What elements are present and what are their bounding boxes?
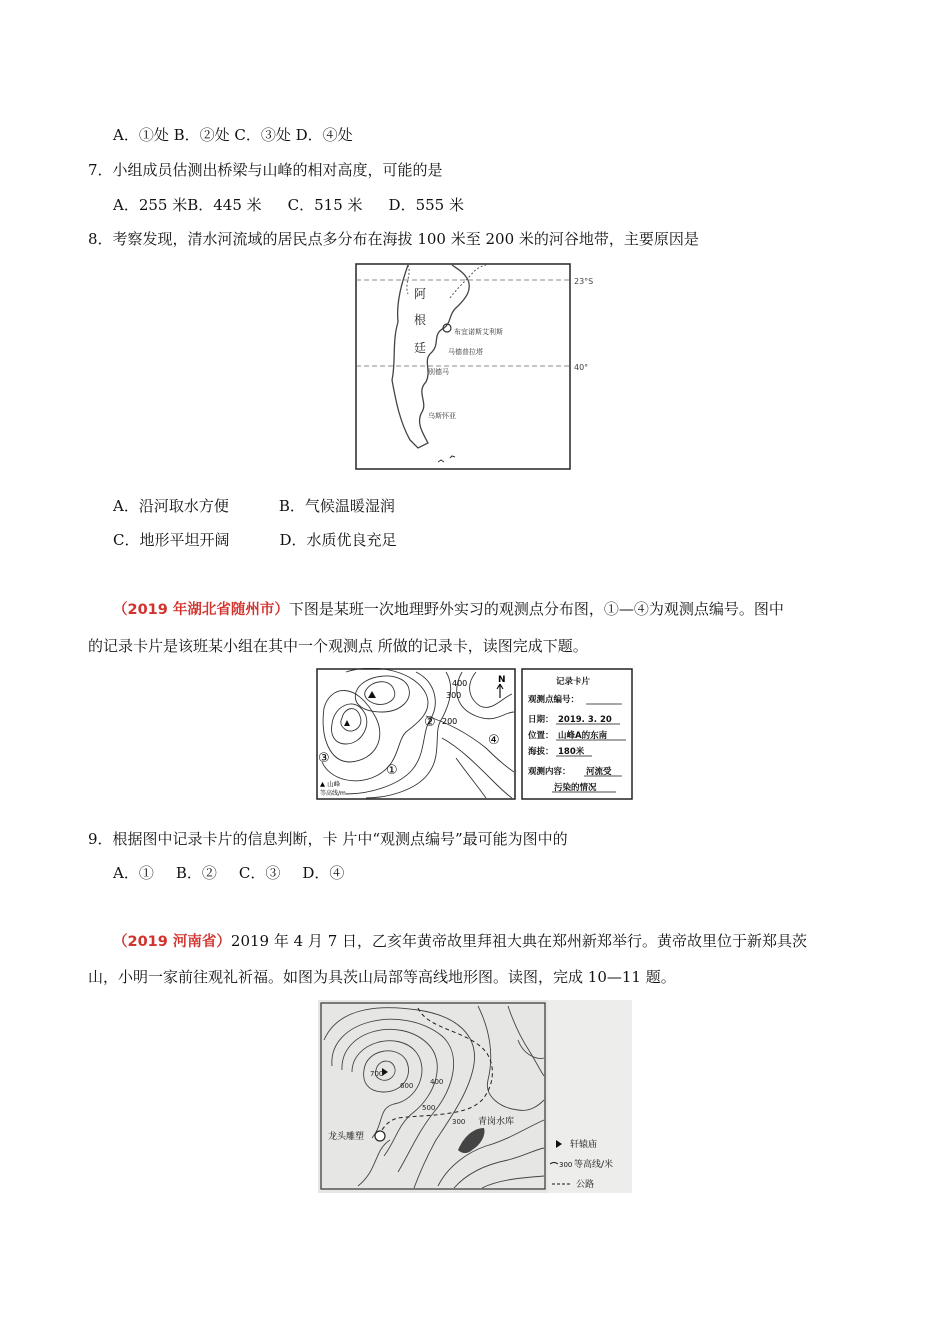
card-content-1: 河流受	[586, 767, 612, 777]
statue-label: 龙头雕塑	[328, 1132, 365, 1142]
q7-text: 小组成员估测出桥梁与山峰的相对高度，可能的是	[112, 161, 443, 179]
legend-contour-value: 300	[559, 1161, 573, 1169]
section3-source: （2019 河南省）	[113, 934, 231, 950]
contour-label-400: 400	[452, 679, 468, 688]
city-label-2: 马德普拉塔	[448, 348, 483, 356]
card-title: 记录卡片	[556, 677, 591, 687]
section2-intro-line1	[113, 599, 784, 620]
legend-road: 公路	[576, 1180, 595, 1190]
q7-option-a: A．255 米	[113, 196, 188, 214]
map-label-a: 阿	[414, 287, 427, 301]
section3-intro-text1: 2019 年 4 月 7 日，乙亥年黄帝故里拜祖大典在郑州新郑举行。黄帝故里位于新郑具茨	[230, 932, 808, 950]
contour-label-500: 500	[422, 1104, 436, 1112]
q9-option-c: C．③	[238, 864, 281, 882]
observation-point-2: ②	[424, 715, 436, 730]
q7-options	[113, 195, 464, 215]
q6-options: A．①处 B．②处 C．③处 D．④处	[113, 126, 353, 144]
contour-label-200: 200	[442, 717, 458, 726]
section2-intro-line2: 的记录卡片是该班某小组在其中一个观测点 所做的记录卡，读图完成下题。	[88, 637, 588, 655]
card-altitude-label: 海拔：	[528, 747, 554, 757]
q9-options	[113, 863, 344, 883]
contour-label-700: 700	[370, 1070, 384, 1078]
q8-text: 考察发现，清水河流域的居民点多分布在海拔 100 米至 200 米的河谷地带，主要原因是	[112, 230, 699, 248]
card-content-label: 观测内容：	[528, 767, 571, 777]
q8-stem	[88, 229, 699, 249]
card-position-label: 位置：	[528, 731, 554, 741]
contour-label-300: 300	[452, 1118, 466, 1126]
observation-point-4: ④	[488, 733, 500, 748]
q8-option-c: C．地形平坦开阔	[113, 531, 230, 549]
q9-stem	[88, 829, 568, 849]
section3-intro-line2: 山，小明一家前往观礼祈福。如图为具茨山局部等高线地形图。读图，完成 10—11 题。	[88, 968, 676, 986]
statue-marker	[375, 1131, 385, 1141]
q9-text: 根据图中记录卡片的信息判断，卡 片中“观测点编号”最可能为图中的	[112, 830, 568, 848]
card-position: 山峰A的东南	[558, 731, 608, 741]
latitude-label-1: 23°S	[574, 277, 594, 286]
contour-label-300: 300	[446, 691, 462, 700]
q8-option-a: A．沿河取水方便	[113, 497, 229, 515]
q9-number: 9．	[88, 830, 113, 848]
map-label-c: 廷	[414, 341, 427, 355]
legend-temple: 轩辕庙	[570, 1140, 598, 1150]
q8-option-b: B．气候温暖湿润	[278, 497, 395, 515]
contour-label-600: 600	[400, 1082, 414, 1090]
q9-option-a: A．①	[113, 864, 154, 882]
q8-number: 8．	[88, 230, 113, 248]
card-number-label: 观测点编号：	[528, 695, 580, 705]
observation-point-1: ①	[386, 763, 398, 778]
city-label-3: 别德马	[428, 368, 449, 376]
map-frame	[356, 264, 570, 469]
legend-peak: ▲ 山峰	[320, 780, 341, 788]
q8-option-d: D．水质优良充足	[279, 531, 397, 549]
latitude-label-2: 40°	[574, 363, 589, 372]
q9-option-d: D．④	[302, 864, 345, 882]
card-altitude: 180米	[558, 747, 585, 757]
q8-options-row2	[113, 530, 397, 550]
q7-number: 7．	[88, 161, 113, 179]
reservoir-label: 青岗水库	[478, 1117, 515, 1127]
card-content-2: 污染的情况	[554, 783, 597, 793]
legend-contour: 等高线/米	[574, 1160, 614, 1170]
city-label-1: 布宜诺斯艾利斯	[454, 328, 503, 336]
observation-point-3: ③	[318, 751, 330, 766]
section3-intro-line1	[113, 931, 807, 952]
juci-mountain-map	[318, 1000, 632, 1193]
q7-option-c: C．515 米	[287, 196, 363, 214]
q7-option-d: D．555 米	[388, 196, 464, 214]
contour-label-400: 400	[430, 1078, 444, 1086]
city-label-4: 乌斯怀亚	[428, 412, 456, 420]
q9-option-b: B．②	[175, 864, 217, 882]
card-date-label: 日期：	[528, 715, 554, 725]
q8-options-row1	[113, 496, 395, 516]
north-arrow-label: N	[498, 675, 506, 685]
card-date: 2019. 3. 20	[558, 715, 612, 725]
contour-map-with-card	[316, 668, 634, 802]
section2-intro-text1: 下图是某班一次地理野外实习的观测点分布图，①—④为观测点编号。图中	[288, 600, 784, 618]
legend-contour: 等高线/m	[320, 790, 346, 797]
q7-stem	[88, 160, 443, 180]
argentina-map	[352, 262, 602, 472]
section2-source: （2019 年湖北省随州市）	[113, 602, 289, 618]
map-label-b: 根	[414, 313, 427, 327]
contour-frame	[317, 669, 515, 799]
q7-option-b: B．445 米	[187, 196, 262, 214]
